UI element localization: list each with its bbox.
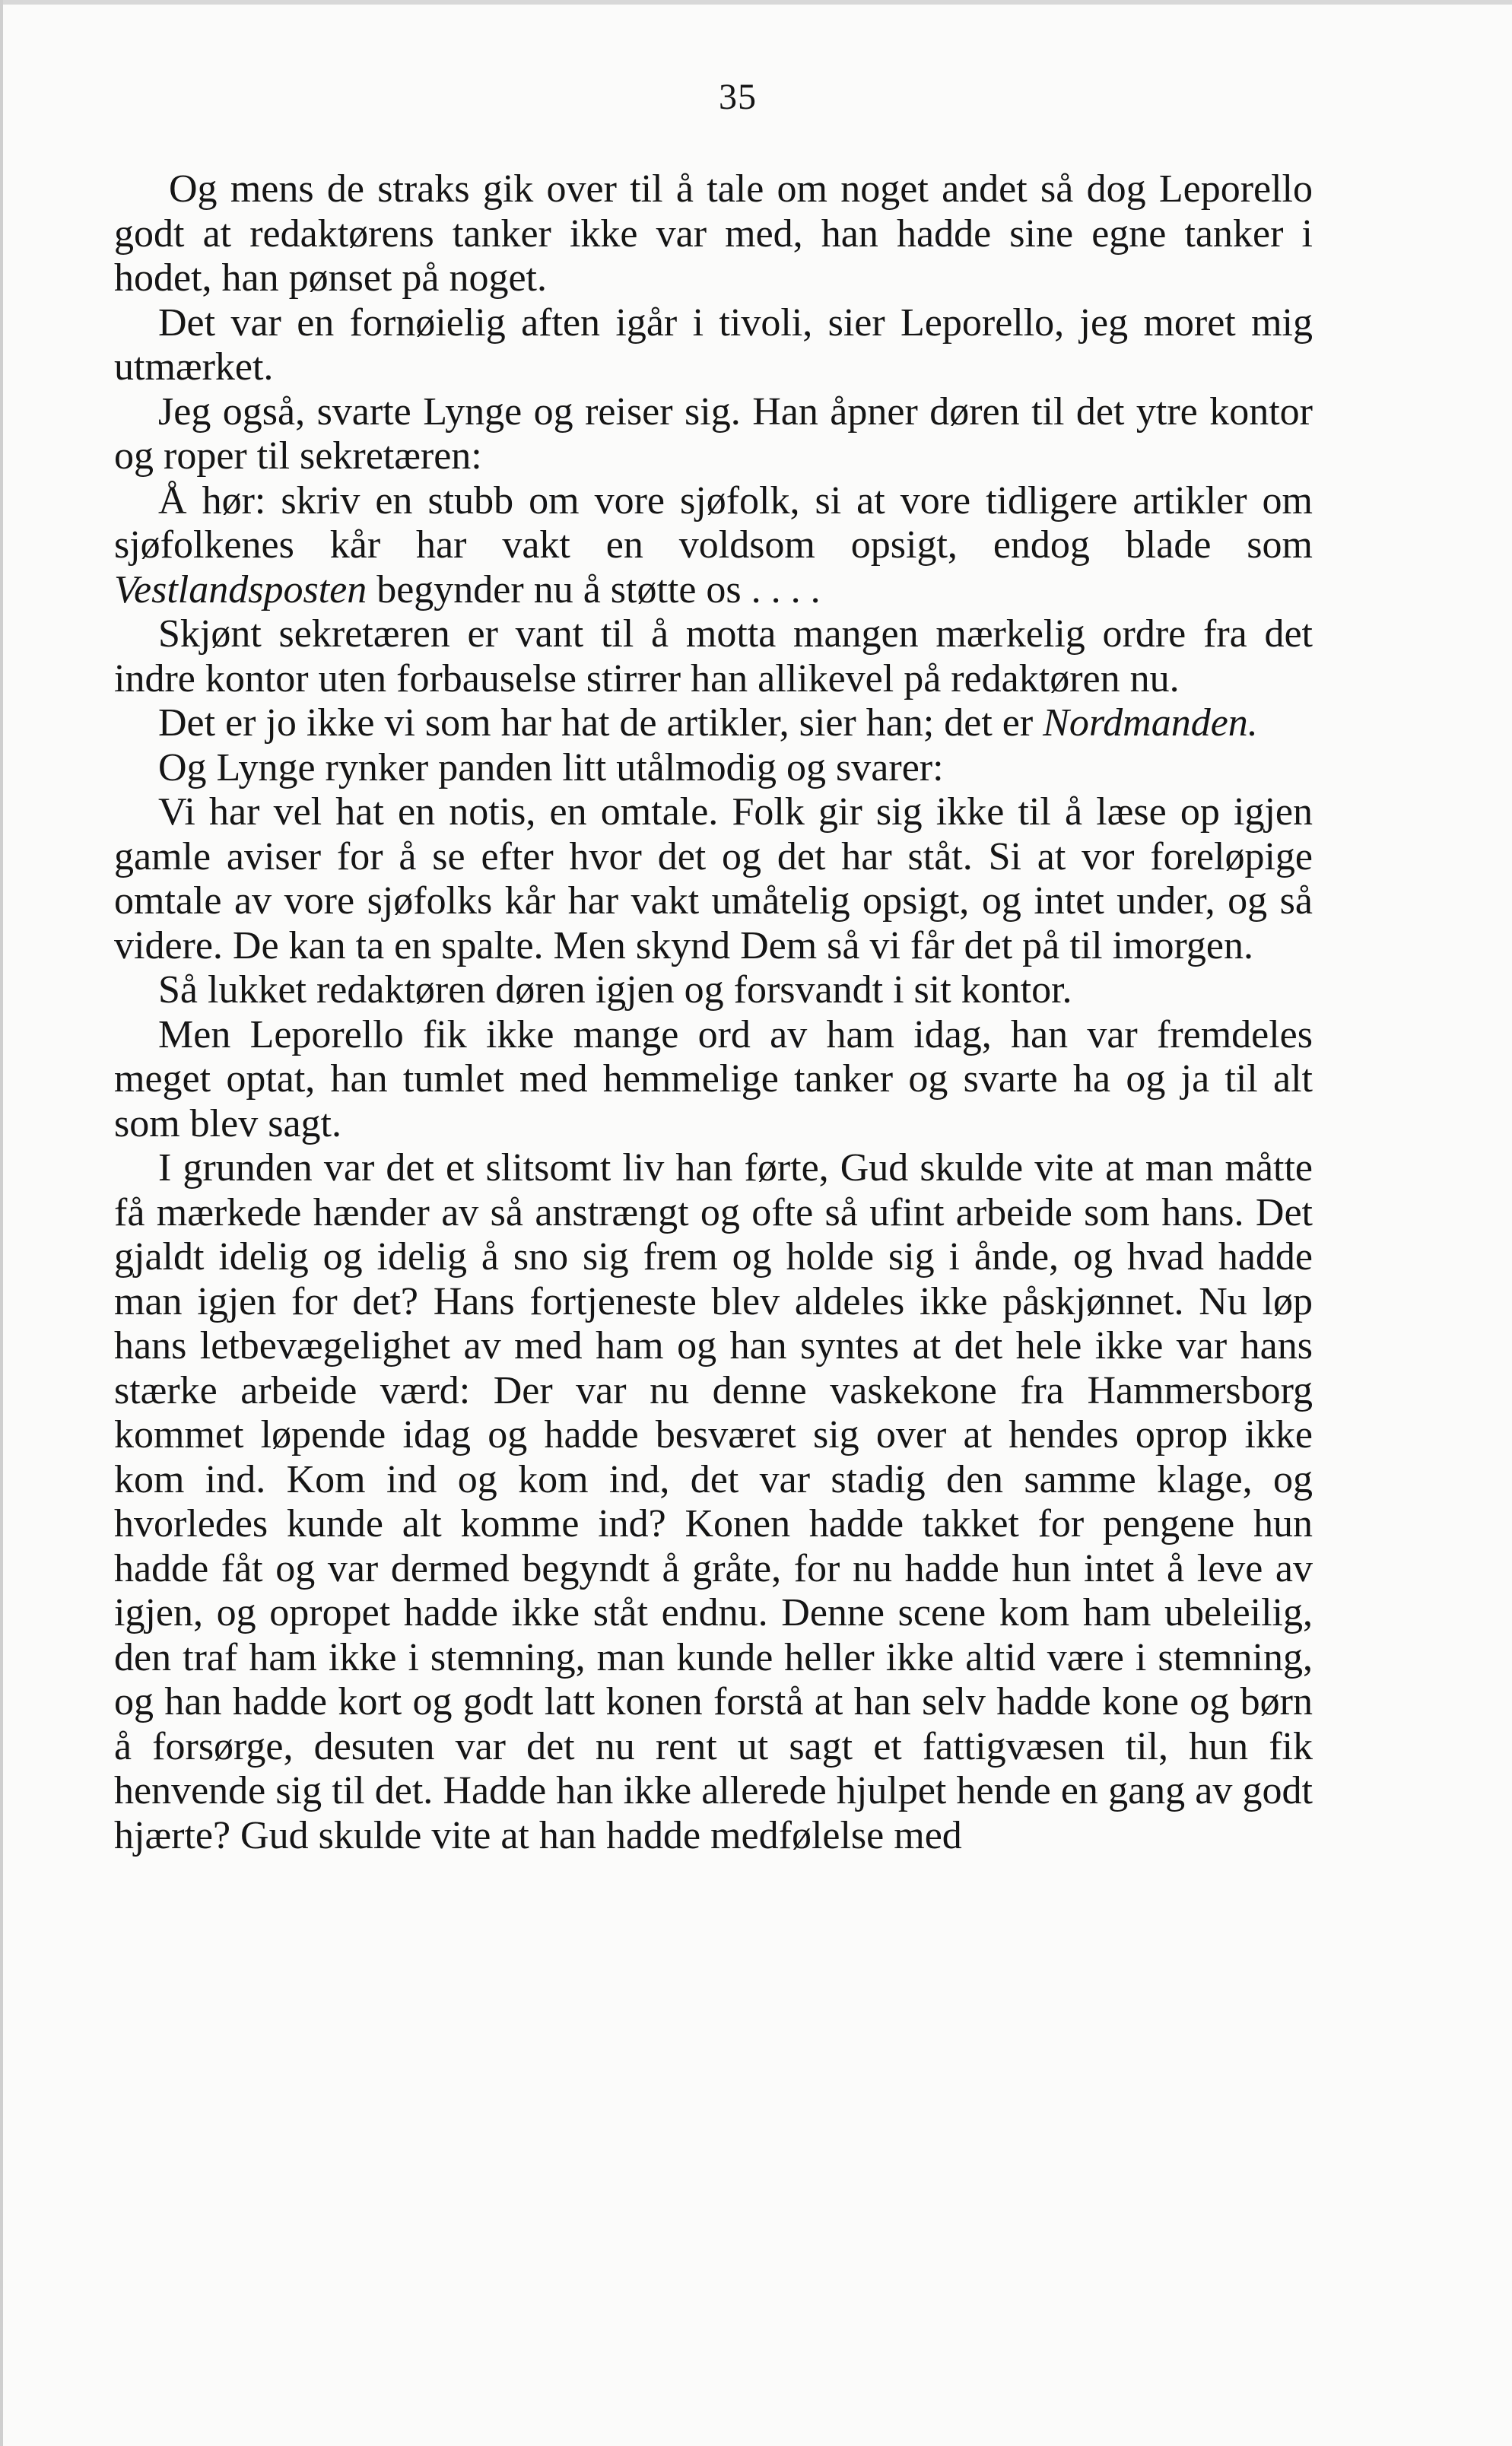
page-left-edge — [0, 0, 3, 2446]
paragraph — [114, 390, 1313, 479]
paragraph-text: begynder nu å støtte os . . . . — [367, 567, 821, 612]
paragraph-text: I grunden var det et slitsomt liv han førte, Gud skulde vite at man måtte få mærkede hænder av så anstrængt og ofte så ufint arbeide som hans. Det gjaldt idelig og idelig å sno sig frem og holde sig i ånde, og hvad hadde man igjen for det? Hans fortjeneste blev aldeles ikke påskjønnet. Nu løp hans letbevægelighet av med ham og han syntes at det hele ikke var hans stærke arbeide værd: Der var nu denne vaskekone fra Hammersborg kommet løpende idag og hadde besværet sig over at hendes oprop ikke kom ind. Kom ind og kom ind, det var stadig den samme klage, og hvorledes kunde alt komme ind? Konen hadde takket for pengene hun hadde fåt og var dermed begyndt å gråte, for nu hadde hun intet å leve av igjen, og opropet hadde ikke ståt endnu. Denne scene kom ham ubeleilig, den traf ham ikke i stemning, man kunde heller ikke altid være i stemning, og han hadde kort og godt latt konen forstå at han selv hadde kone og børn å forsørge, desuten var det nu rent ut sagt et fattigvæsen til, hun fik henvende sig til det. Hadde han ikke allerede hjulpet hende en gang av godt hjærte? Gud skulde vite at han hadde medfølelse med — [114, 1146, 1313, 1857]
paragraph — [114, 701, 1313, 746]
paragraph-text: Og Lynge rynker panden litt utålmodig og svarer: — [158, 745, 944, 789]
paragraph — [114, 167, 1313, 301]
paragraph — [114, 968, 1313, 1013]
paragraph-text: Og mens de straks gik over til å tale om noget andet så dog Leporello godt at redaktørens tanker ikke var med, han hadde sine egne tanker i hodet, han pønset på noget. — [114, 167, 1313, 300]
italic-title-nordmanden: Nordmanden. — [1043, 701, 1258, 745]
body-text — [114, 167, 1313, 1858]
paragraph-text: Så lukket redaktøren døren igjen og forsvandt i sit kontor. — [158, 968, 1072, 1012]
paragraph-text: Jeg også, svarte Lynge og reiser sig. Han åpner døren til det ytre kontor og roper til sekretæren: — [114, 389, 1313, 478]
paragraph — [114, 790, 1313, 968]
paragraph-text: Å hør: skriv en stubb om vore sjøfolk, si at vore tidligere artikler om sjøfolkenes kår har vakt en voldsom opsigt, endog blade som — [114, 478, 1313, 567]
page-number: 35 — [719, 77, 757, 117]
paragraph-text: Det var en fornøielig aften igår i tivoli, sier Leporello, jeg moret mig utmærket. — [114, 300, 1313, 389]
paragraph — [114, 612, 1313, 701]
page-top-edge — [0, 0, 1512, 5]
paragraph — [114, 746, 1313, 791]
paragraph — [114, 479, 1313, 613]
paragraph — [114, 1146, 1313, 1858]
paragraph — [114, 301, 1313, 390]
paragraph-text: Skjønt sekretæren er vant til å motta mangen mærkelig ordre fra det indre kontor uten forbauselse stirrer han allikevel på redaktøren nu. — [114, 612, 1313, 700]
paragraph-text: Men Leporello fik ikke mange ord av ham idag, han var fremdeles meget optat, han tumlet med hemmelige tanker og svarte ha og ja til alt som blev sagt. — [114, 1012, 1313, 1145]
paragraph — [114, 1013, 1313, 1147]
paragraph-text: Vi har vel hat en notis, en omtale. Folk gir sig ikke til å læse op igjen gamle aviser for å se efter hvor det og det har ståt. Si at vor foreløpige omtale av vore sjøfolks kår har vakt umåtelig opsigt, og intet under, og så videre. De kan ta en spalte. Men skynd Dem så vi får det på til imorgen. — [114, 790, 1313, 967]
paragraph-text: Det er jo ikke vi som har hat de artikler, sier han; det er — [158, 701, 1043, 745]
italic-title-vestlandsposten: Vestlandsposten — [114, 567, 367, 612]
